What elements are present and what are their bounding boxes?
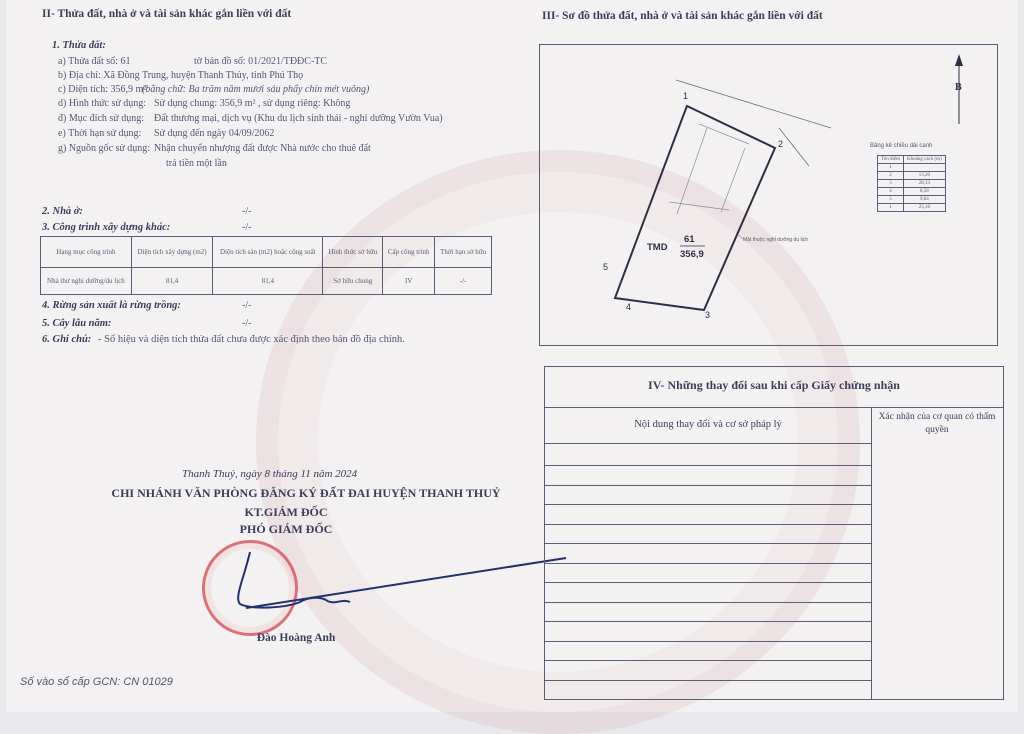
- works-cell: -/-: [435, 268, 492, 295]
- section-iii-title: III- Sơ đồ thửa đất, nhà ở và tài sản khác gắn liền với đất: [542, 10, 823, 22]
- change-row-line: [545, 563, 871, 564]
- confirm-column-header: Xác nhận của cơ quan có thẩm quyền: [878, 412, 996, 435]
- parcel-field-key: e) Thời hạn sử dụng:: [58, 128, 142, 139]
- changes-table: [544, 366, 1004, 700]
- parcel-field-value: (bằng chữ: Ba trăm năm mươi sáu phẩy chín mét vuông): [142, 84, 370, 95]
- change-row-line: [545, 621, 871, 622]
- vertex-label: 2: [778, 139, 784, 149]
- edge-length: 13,20: [904, 172, 946, 180]
- change-row-line: [545, 543, 871, 544]
- change-row-line: [545, 602, 871, 603]
- forest-label: 4. Rừng sản xuất là rừng trồng:: [42, 300, 181, 311]
- changes-column-header: Nội dung thay đổi và cơ sở pháp lý: [545, 407, 872, 444]
- issue-date: Thanh Thuỷ, ngày 8 tháng 11 năm 2024: [182, 468, 358, 480]
- parcel-field: [58, 143, 371, 154]
- parcel-field: [58, 70, 303, 81]
- works-cell: 81,4: [131, 268, 213, 295]
- works-header: Cấp công trình: [383, 237, 435, 268]
- road-note: Mặt thuộc nghỉ dưỡng du lịch: [743, 237, 808, 243]
- edge-point: 1: [878, 164, 904, 172]
- change-row-line: [545, 465, 871, 466]
- issuing-office: CHI NHÁNH VĂN PHÒNG ĐĂNG KÝ ĐẤT ĐAI HUYỆN THANH THUỶ: [111, 486, 501, 500]
- parcel-area: 356,9: [680, 249, 704, 260]
- house-value: -/-: [242, 206, 252, 217]
- change-row-line: [545, 485, 871, 486]
- certificate-page: [6, 0, 1018, 712]
- vertex-label: 3: [705, 310, 711, 320]
- change-row-line: [545, 660, 871, 661]
- parcel-field: [58, 158, 227, 169]
- works-header: Diện tích xây dựng (m2): [131, 237, 213, 268]
- deputy-director: PHÓ GIÁM ĐỐC: [239, 522, 333, 536]
- parcel-field: [58, 113, 443, 124]
- north-arrow-label: B: [955, 82, 962, 93]
- edge-table-header: Khoảng cách (m): [904, 156, 946, 164]
- works-cell: IV: [383, 268, 435, 295]
- vertex-label: 1: [683, 91, 689, 101]
- edge-length: 28,13: [904, 180, 946, 188]
- parcel-number: 61: [684, 234, 695, 245]
- section-iv-title: IV- Những thay đổi sau khi cấp Giấy chứng nhận: [545, 367, 1003, 408]
- parcel-field-key: b) Địa chỉ: Xã Đồng Trung, huyện Thanh Thủy, tỉnh Phú Thọ: [58, 70, 304, 81]
- edge-point: 5: [878, 196, 904, 204]
- vertex-label: 4: [626, 302, 632, 312]
- registry-number: Số vào sổ cấp GCN: CN 01029: [20, 676, 173, 688]
- parcel-field-key: c) Diện tích: 356,9 m²: [58, 84, 147, 95]
- section-ii-title: II- Thửa đất, nhà ở và tài sản khác gắn liền với đất: [42, 8, 292, 20]
- works-header: Thời hạn sở hữu: [435, 237, 492, 268]
- parcel-field-key: a) Thửa đất số: 61: [58, 56, 131, 67]
- works-header: Hình thức sở hữu: [323, 237, 383, 268]
- parcel-field-value: Đất thương mại, dịch vụ (Khu du lịch sinh thái - nghỉ dưỡng Vườn Vua): [154, 113, 443, 124]
- parcel-field-value: Sử dụng chung: 356,9 m² , sử dụng riêng: Không: [154, 98, 351, 109]
- change-row-line: [545, 524, 871, 525]
- edge-point: 2: [878, 172, 904, 180]
- works-value: -/-: [242, 222, 252, 233]
- parcel-field: [58, 128, 274, 139]
- edge-point: 1: [878, 204, 904, 212]
- parcel-heading: 1. Thửa đất:: [52, 40, 106, 51]
- works-cell: Nhà thư nghỉ dưỡng/du lịch: [41, 268, 132, 295]
- edge-length: 9,84: [904, 196, 946, 204]
- edge-point: 3: [878, 180, 904, 188]
- parcel-field-key: g) Nguồn gốc sử dụng:: [58, 143, 151, 154]
- house-label: 2. Nhà ở:: [42, 206, 83, 217]
- vertex-label: 5: [603, 262, 609, 272]
- parcel-type: TMD: [647, 242, 668, 253]
- parcel-field-key: đ) Mục đích sử dụng:: [58, 113, 144, 124]
- edge-length: 25,16: [904, 204, 946, 212]
- kt-director: KT.GIÁM ĐỐC: [244, 505, 328, 519]
- parcel-field-value: trả tiền một lần: [166, 158, 227, 169]
- parcel-field-value: tờ bản đồ số: 01/2021/TĐĐC-TC: [194, 56, 328, 67]
- parcel-field-value: Nhận chuyển nhượng đất được Nhà nước cho thuê đất: [154, 143, 371, 154]
- trees-value: -/-: [242, 318, 252, 329]
- parcel-field: [58, 84, 369, 95]
- edge-table-header: Tên điểm: [878, 156, 904, 164]
- parcel-field-key: d) Hình thức sử dụng:: [58, 98, 147, 109]
- note-label: 6. Ghi chú:: [42, 334, 92, 345]
- works-cell: 81,4: [213, 268, 323, 295]
- trees-label: 5. Cây lâu năm:: [42, 318, 112, 329]
- signer-name: Đào Hoàng Anh: [256, 632, 336, 644]
- parcel-field-value: Sử dụng đến ngày 04/09/2062: [154, 128, 275, 139]
- works-header: Diện tích sàn (m2) hoặc công suất: [213, 237, 323, 268]
- note-value: - Số hiệu và diện tích thửa đất chưa được xác định theo bản đồ địa chính.: [98, 334, 405, 345]
- change-row-line: [545, 504, 871, 505]
- edge-length-table: [877, 155, 946, 212]
- works-label: 3. Công trình xây dựng khác:: [42, 222, 171, 233]
- works-cell: Sở hữu chung: [323, 268, 383, 295]
- edge-point: 4: [878, 188, 904, 196]
- change-row-line: [545, 582, 871, 583]
- change-row-line: [545, 680, 871, 681]
- works-header: Hạng mục công trình: [41, 237, 132, 268]
- signature-stroke: [226, 548, 586, 628]
- edge-length: [904, 164, 946, 172]
- change-row-line: [545, 641, 871, 642]
- works-table: [40, 236, 492, 295]
- parcel-field: [58, 98, 350, 109]
- column-divider: [871, 407, 872, 699]
- edge-length: 8,58: [904, 188, 946, 196]
- parcel-field: [58, 56, 327, 67]
- scale-table-title: Bảng kê chiều dài cạnh: [870, 143, 933, 149]
- forest-value: -/-: [242, 300, 252, 311]
